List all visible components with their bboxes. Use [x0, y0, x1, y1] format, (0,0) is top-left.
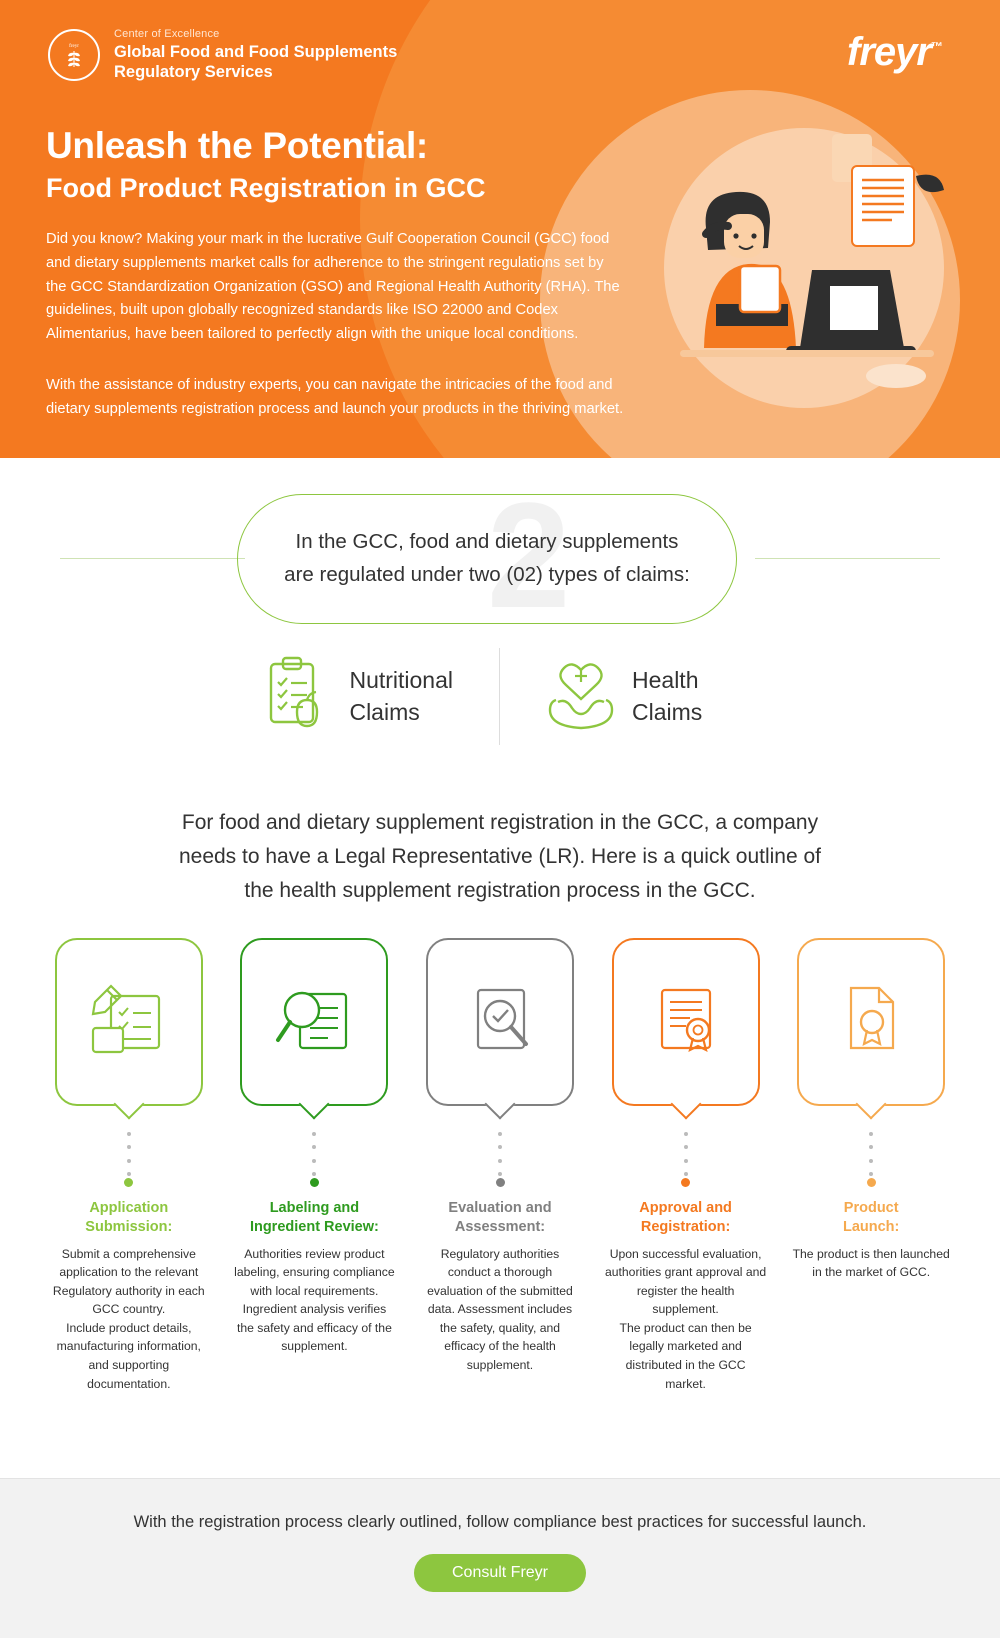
step-title — [782, 1199, 960, 1237]
step-title-line2: Ingredient Review: — [249, 1218, 379, 1235]
process-steps-row — [0, 938, 1000, 1393]
svg-text:freyr: freyr — [69, 44, 79, 50]
step-title-line2: Submission: — [85, 1218, 173, 1235]
claim-label-line2: Claims — [349, 698, 420, 725]
certificate-seal-icon — [638, 972, 734, 1073]
process-steps — [0, 938, 1000, 1418]
brand-title-line1: Global Food and Food Supplements — [114, 43, 398, 61]
claim-label-line1: Health — [632, 667, 699, 694]
claim-label-line2: Claims — [632, 698, 703, 725]
claims-section — [0, 458, 1000, 788]
hero-paragraph-1: Did you know? Making your mark in the lucrative Gulf Cooperation Council (GCC) food and dietary supplements market calls for adherence to the stringent regulations set by the GCC Standardization Organization (GSO) and Regional Health Authority (RHA). The guidelines, built upon globally recognized standards like ISO 22000 and Codex Alimentarius, have been tailored to perfectly align with the unique local conditions. — [46, 231, 620, 343]
claim-label-nutritional — [349, 665, 453, 727]
process-intro — [110, 806, 890, 908]
step-connector-dots — [684, 1132, 688, 1176]
step-connector-dot — [496, 1178, 505, 1187]
step-title — [411, 1199, 589, 1237]
process-intro-line2: needs to have a Legal Representative (LR). Here is a quick outline of — [178, 845, 822, 869]
claim-item-health — [500, 648, 760, 745]
step-title-line2: Launch: — [842, 1218, 900, 1235]
step-title — [40, 1199, 218, 1237]
process-intro-line1: For food and dietary supplement registration in the GCC, a company — [181, 811, 819, 834]
step-title — [597, 1199, 775, 1237]
hands-heart-icon — [546, 656, 616, 737]
claims-list — [0, 648, 1000, 745]
process-step-product-launch — [782, 938, 960, 1393]
step-description: The product is then launched in the market of GCC. — [792, 1246, 950, 1280]
claims-callout-line2: are regulated under two (02) types of claims: — [284, 563, 690, 586]
step-connector-dots — [869, 1132, 873, 1176]
step-connector-dot — [867, 1178, 876, 1187]
consult-freyr-button[interactable]: Consult Freyr — [414, 1554, 586, 1592]
process-step-evaluation-assessment — [411, 938, 589, 1393]
step-title-line1: Evaluation and — [448, 1200, 552, 1217]
step-title — [226, 1199, 404, 1237]
freyr-logo-text: freyr — [847, 30, 931, 74]
step-card — [426, 938, 574, 1106]
pen-checklist-icon — [81, 972, 177, 1073]
magnifier-document-icon — [266, 972, 362, 1073]
step-title-line2: Registration: — [640, 1218, 731, 1235]
claims-callout — [237, 494, 737, 624]
step-card — [612, 938, 760, 1106]
step-connector-dot — [310, 1178, 319, 1187]
step-description: Authorities review product labeling, ensuring compliance with local requirements. Ingredient analysis verifies the safety and efficacy of the supplement. — [234, 1246, 395, 1354]
divider-right — [755, 558, 940, 559]
process-step-approval-registration — [597, 938, 775, 1393]
brand-text — [114, 28, 397, 82]
step-connector-dots — [127, 1132, 131, 1176]
trademark-symbol: ™ — [931, 39, 942, 54]
step-connector-dot — [124, 1178, 133, 1187]
award-document-icon — [823, 972, 919, 1073]
footer-text: With the registration process clearly outlined, follow compliance best practices for successful launch. — [133, 1513, 867, 1531]
hero-title-line2: Food Product Registration in GCC — [46, 172, 486, 203]
step-connector-dots — [312, 1132, 316, 1176]
step-title-line1: Application — [89, 1200, 169, 1217]
claims-callout-line1: In the GCC, food and dietary supplements — [295, 530, 679, 554]
claim-label-line1: Nutritional — [349, 667, 453, 694]
claim-item-nutritional — [240, 648, 500, 745]
step-card — [797, 938, 945, 1106]
step-connector-dot — [681, 1178, 690, 1187]
process-intro-line3: the health supplement registration process in the GCC. — [244, 879, 756, 903]
process-step-labeling-ingredient-review — [226, 938, 404, 1393]
step-title-line1: Approval and — [639, 1200, 732, 1217]
step-title-line2: Assessment: — [454, 1218, 546, 1235]
clipboard-apple-icon — [263, 656, 333, 737]
step-connector-dots — [498, 1132, 502, 1176]
step-card — [55, 938, 203, 1106]
footer — [0, 1478, 1000, 1638]
step-description: Upon successful evaluation, authorities grant approval and register the health supplement. The product can then be legally marketed and distributed in the GCC market. — [604, 1246, 767, 1391]
brand-coe-label: Center of Excellence — [114, 28, 220, 40]
step-title-line1: Labeling and — [269, 1200, 360, 1217]
freyr-logo — [847, 30, 942, 75]
hero-paragraph-2: With the assistance of industry experts, you can navigate the intricacies of the food and dietary supplements registration process and launch your products in the thriving market. — [46, 377, 624, 417]
watermark-number: 2 — [487, 471, 571, 639]
divider-left — [60, 558, 245, 559]
brand-block — [48, 28, 397, 82]
step-title-line1: Product — [843, 1200, 899, 1217]
hero-title-line1: Unleash the Potential: — [46, 125, 428, 166]
person-at-laptop-illustration — [644, 118, 964, 418]
claim-label-health — [632, 665, 702, 727]
brand-title-line2: Regulatory Services — [114, 63, 273, 82]
wheat-ear-icon — [48, 29, 100, 81]
process-step-application-submission — [40, 938, 218, 1393]
page-title — [46, 125, 486, 205]
step-description: Regulatory authorities conduct a thorough evaluation of the submitted data. Assessment includes the safety, quality, and efficacy of the health supplement. — [427, 1246, 573, 1373]
step-card — [240, 938, 388, 1106]
header-banner — [0, 0, 1000, 458]
step-description: Submit a comprehensive application to the relevant Regulatory authority in each GCC country. Include product details, manufacturing information, and supporting documentation. — [52, 1246, 205, 1391]
magnifier-check-icon — [452, 972, 548, 1073]
